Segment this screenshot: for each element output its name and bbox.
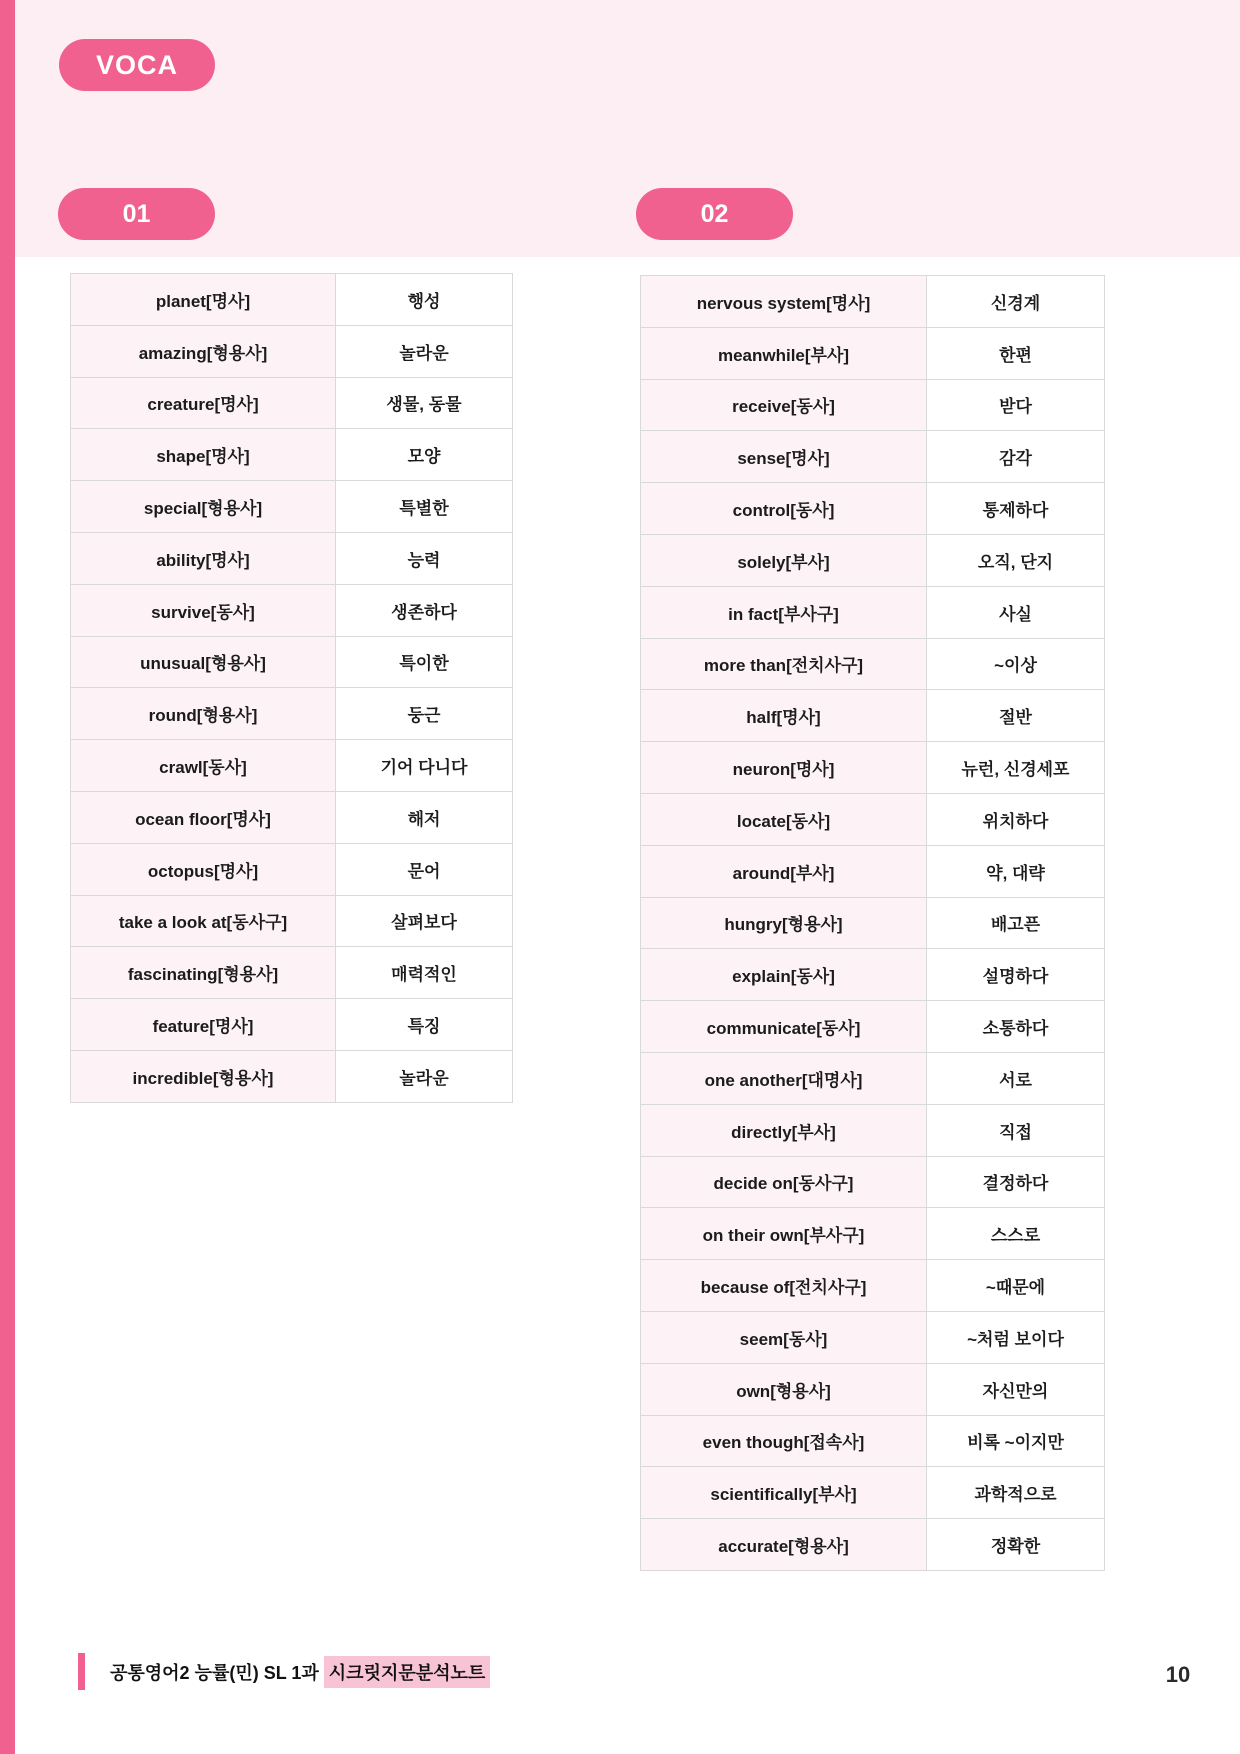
word-cell: seem[동사] xyxy=(641,1311,927,1363)
word-cell: in fact[부사구] xyxy=(641,586,927,638)
word-cell: incredible[형용사] xyxy=(71,1050,336,1102)
table-row xyxy=(641,897,1105,949)
table-row xyxy=(641,431,1105,483)
meaning-cell: 사실 xyxy=(927,586,1105,638)
left-accent-stripe xyxy=(0,0,15,1754)
table-row xyxy=(71,1050,513,1102)
word-cell: ocean floor[명사] xyxy=(71,791,336,843)
word-cell: neuron[명사] xyxy=(641,742,927,794)
footer-highlight: 시크릿지문분석노트 xyxy=(324,1656,491,1688)
word-cell: even though[접속사] xyxy=(641,1415,927,1467)
word-cell: own[형용사] xyxy=(641,1363,927,1415)
meaning-cell: 해저 xyxy=(336,791,513,843)
word-cell: unusual[형용사] xyxy=(71,636,336,688)
meaning-cell: 생존하다 xyxy=(336,584,513,636)
vocab-table-01 xyxy=(70,273,513,1103)
footer-accent-bar xyxy=(78,1653,85,1690)
table-row xyxy=(641,793,1105,845)
word-cell: amazing[형용사] xyxy=(71,325,336,377)
table-row xyxy=(641,327,1105,379)
word-cell: half[명사] xyxy=(641,690,927,742)
vocab-table-02 xyxy=(640,275,1105,1571)
meaning-cell: 서로 xyxy=(927,1052,1105,1104)
table-row xyxy=(641,1467,1105,1519)
meaning-cell: 생물, 동물 xyxy=(336,377,513,429)
meaning-cell: 기어 다니다 xyxy=(336,740,513,792)
meaning-cell: 둥근 xyxy=(336,688,513,740)
meaning-cell: 직접 xyxy=(927,1104,1105,1156)
meaning-cell: ~때문에 xyxy=(927,1260,1105,1312)
table-row xyxy=(641,1363,1105,1415)
table-row xyxy=(641,638,1105,690)
table-row xyxy=(71,584,513,636)
word-cell: more than[전치사구] xyxy=(641,638,927,690)
table-row xyxy=(641,483,1105,535)
word-cell: control[동사] xyxy=(641,483,927,535)
table-row xyxy=(641,1519,1105,1571)
meaning-cell: 모양 xyxy=(336,429,513,481)
table-row xyxy=(71,636,513,688)
table-row xyxy=(641,690,1105,742)
table-row xyxy=(641,1415,1105,1467)
table-row xyxy=(71,274,513,326)
word-cell: solely[부사] xyxy=(641,534,927,586)
meaning-cell: 감각 xyxy=(927,431,1105,483)
word-cell: on their own[부사구] xyxy=(641,1208,927,1260)
table-row xyxy=(641,586,1105,638)
word-cell: round[형용사] xyxy=(71,688,336,740)
meaning-cell: 특징 xyxy=(336,999,513,1051)
table-row xyxy=(71,481,513,533)
table-row xyxy=(71,377,513,429)
word-cell: receive[동사] xyxy=(641,379,927,431)
table-row xyxy=(71,791,513,843)
word-cell: take a look at[동사구] xyxy=(71,895,336,947)
meaning-cell: 뉴런, 신경세포 xyxy=(927,742,1105,794)
word-cell: sense[명사] xyxy=(641,431,927,483)
word-cell: meanwhile[부사] xyxy=(641,327,927,379)
meaning-cell: 자신만의 xyxy=(927,1363,1105,1415)
word-cell: shape[명사] xyxy=(71,429,336,481)
footer-prefix: 공통영어2 능률(민) SL 1과 xyxy=(110,1662,319,1683)
meaning-cell: ~이상 xyxy=(927,638,1105,690)
word-cell: crawl[동사] xyxy=(71,740,336,792)
word-cell: around[부사] xyxy=(641,845,927,897)
word-cell: survive[동사] xyxy=(71,584,336,636)
meaning-cell: 결정하다 xyxy=(927,1156,1105,1208)
word-cell: creature[명사] xyxy=(71,377,336,429)
table-row xyxy=(641,379,1105,431)
meaning-cell: 설명하다 xyxy=(927,949,1105,1001)
table-row xyxy=(641,1156,1105,1208)
page-number: 10 xyxy=(1165,1662,1191,1687)
word-cell: because of[전치사구] xyxy=(641,1260,927,1312)
table-row xyxy=(641,1052,1105,1104)
meaning-cell: 받다 xyxy=(927,379,1105,431)
meaning-cell: 배고픈 xyxy=(927,897,1105,949)
voca-badge-label: VOCA xyxy=(95,49,178,80)
table-row xyxy=(641,1208,1105,1260)
meaning-cell: 절반 xyxy=(927,690,1105,742)
meaning-cell: 특별한 xyxy=(336,481,513,533)
meaning-cell: 문어 xyxy=(336,843,513,895)
table-row xyxy=(641,1260,1105,1312)
meaning-cell: 살펴보다 xyxy=(336,895,513,947)
meaning-cell: 놀라운 xyxy=(336,1050,513,1102)
voca-badge xyxy=(59,39,215,91)
word-cell: scientifically[부사] xyxy=(641,1467,927,1519)
meaning-cell: 매력적인 xyxy=(336,947,513,999)
meaning-cell: 비록 ~이지만 xyxy=(927,1415,1105,1467)
table-row xyxy=(641,276,1105,328)
meaning-cell: 스스로 xyxy=(927,1208,1105,1260)
meaning-cell: ~처럼 보이다 xyxy=(927,1311,1105,1363)
table-row xyxy=(71,947,513,999)
footer-text xyxy=(110,1653,490,1690)
word-cell: octopus[명사] xyxy=(71,843,336,895)
word-cell: decide on[동사구] xyxy=(641,1156,927,1208)
word-cell: nervous system[명사] xyxy=(641,276,927,328)
table-row xyxy=(641,742,1105,794)
word-cell: communicate[동사] xyxy=(641,1001,927,1053)
meaning-cell: 통제하다 xyxy=(927,483,1105,535)
meaning-cell: 신경계 xyxy=(927,276,1105,328)
word-cell: locate[동사] xyxy=(641,793,927,845)
table-row xyxy=(71,843,513,895)
word-cell: explain[동사] xyxy=(641,949,927,1001)
meaning-cell: 소통하다 xyxy=(927,1001,1105,1053)
word-cell: hungry[형용사] xyxy=(641,897,927,949)
table-row xyxy=(641,1311,1105,1363)
meaning-cell: 한편 xyxy=(927,327,1105,379)
meaning-cell: 특이한 xyxy=(336,636,513,688)
section-02-badge xyxy=(636,188,793,240)
word-cell: fascinating[형용사] xyxy=(71,947,336,999)
meaning-cell: 약, 대략 xyxy=(927,845,1105,897)
word-cell: special[형용사] xyxy=(71,481,336,533)
table-row xyxy=(71,532,513,584)
table-row xyxy=(641,949,1105,1001)
meaning-cell: 정확한 xyxy=(927,1519,1105,1571)
word-cell: planet[명사] xyxy=(71,274,336,326)
meaning-cell: 능력 xyxy=(336,532,513,584)
word-cell: one another[대명사] xyxy=(641,1052,927,1104)
word-cell: directly[부사] xyxy=(641,1104,927,1156)
section-02-label: 02 xyxy=(700,199,729,228)
meaning-cell: 위치하다 xyxy=(927,793,1105,845)
table-row xyxy=(71,999,513,1051)
table-row xyxy=(71,740,513,792)
meaning-cell: 놀라운 xyxy=(336,325,513,377)
section-01-label: 01 xyxy=(122,199,151,228)
table-row xyxy=(641,1001,1105,1053)
meaning-cell: 행성 xyxy=(336,274,513,326)
word-cell: feature[명사] xyxy=(71,999,336,1051)
table-row xyxy=(71,688,513,740)
section-01-badge xyxy=(58,188,215,240)
word-cell: accurate[형용사] xyxy=(641,1519,927,1571)
table-row xyxy=(71,325,513,377)
meaning-cell: 오직, 단지 xyxy=(927,534,1105,586)
meaning-cell: 과학적으로 xyxy=(927,1467,1105,1519)
table-row xyxy=(641,845,1105,897)
table-row xyxy=(71,895,513,947)
table-row xyxy=(71,429,513,481)
word-cell: ability[명사] xyxy=(71,532,336,584)
table-row xyxy=(641,534,1105,586)
table-row xyxy=(641,1104,1105,1156)
